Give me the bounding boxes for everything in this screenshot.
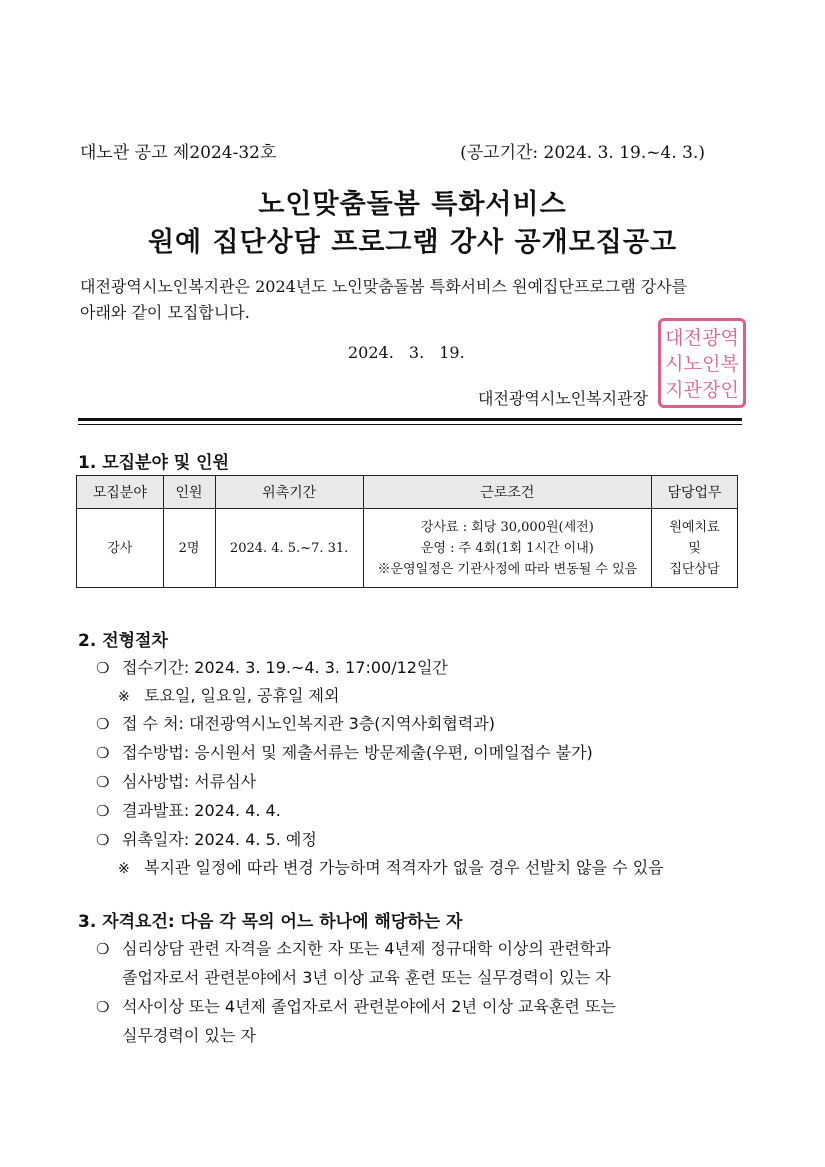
issuer-name: 대전광역시노인복지관장	[478, 389, 649, 408]
intro-paragraph	[80, 274, 745, 326]
duty-line: 및	[688, 540, 701, 556]
list-item-continuation: 실무경력이 있는 자	[122, 1026, 256, 1045]
list-note	[118, 683, 339, 706]
notice-date: 2024. 3. 19.	[348, 343, 465, 362]
list-item	[96, 827, 317, 850]
col-header-duty: 담당업무	[651, 476, 737, 509]
cell-conditions	[363, 509, 651, 588]
circle-bullet-icon: ❍	[96, 773, 110, 791]
seal-glyph: 광역	[702, 327, 739, 349]
circle-bullet-icon: ❍	[96, 744, 110, 762]
condition-note: ※운영일정은 기관사정에 따라 변동될 수 있음	[377, 561, 638, 577]
seal-glyph: 장인	[702, 379, 739, 401]
list-item	[96, 798, 281, 821]
col-header-conditions: 근로조건	[363, 476, 651, 509]
condition-fee: 강사료 : 회당 30,000원(세전)	[420, 519, 594, 535]
seal-glyph: 대전	[665, 327, 702, 349]
seal-glyph: 인복	[702, 353, 739, 375]
cell-field: 강사	[77, 509, 164, 588]
list-note-text: 토요일, 일요일, 공휴일 제외	[144, 686, 340, 705]
duty-line: 집단상담	[669, 561, 720, 577]
list-item-text: 위촉일자: 2024. 4. 5. 예정	[122, 830, 317, 849]
list-item-text: 심리상담 관련 자격을 소지한 자 또는 4년제 정규대학 이상의 관련학과	[122, 939, 611, 958]
title-line-2: 원예 집단상담 프로그램 강사 공개모집공고	[147, 227, 678, 258]
list-item-continuation: 졸업자로서 관련분야에서 3년 이상 교육 훈련 또는 실무경력이 있는 자	[122, 968, 611, 987]
notice-number: 대노관 공고 제2024-32호	[80, 143, 277, 163]
official-seal-stamp	[658, 318, 746, 408]
list-note	[118, 855, 664, 878]
col-header-field: 모집분야	[77, 476, 164, 509]
section-3-heading: 3. 자격요건: 다음 각 목의 어느 하나에 해당하는 자	[78, 912, 463, 932]
title-line-1: 노인맞춤돌봄 특화서비스	[258, 189, 567, 220]
table-row	[77, 509, 738, 588]
section-1-heading: 1. 모집분야 및 인원	[78, 453, 229, 473]
cell-duty	[651, 509, 737, 588]
col-header-count: 인원	[163, 476, 215, 509]
table-header-row	[77, 476, 738, 509]
divider-thin	[78, 424, 742, 425]
duty-line: 원예치료	[669, 519, 720, 535]
cell-count: 2명	[163, 509, 215, 588]
list-item	[96, 994, 616, 1017]
circle-bullet-icon: ❍	[96, 802, 110, 820]
seal-glyph: 지관	[665, 379, 702, 401]
list-item-text: 석사이상 또는 4년제 졸업자로서 관련분야에서 2년 이상 교육훈련 또는	[122, 997, 616, 1016]
list-item	[96, 769, 256, 792]
cell-period: 2024. 4. 5.~7. 31.	[215, 509, 363, 588]
list-item-text: 심사방법: 서류심사	[122, 772, 257, 791]
circle-bullet-icon: ❍	[96, 715, 110, 733]
reference-mark-icon: ※	[118, 689, 130, 705]
list-note-text: 복지관 일정에 따라 변경 가능하며 적격자가 없을 경우 선발치 않을 수 있음	[144, 858, 664, 877]
list-item-text: 접 수 처: 대전광역시노인복지관 3층(지역사회협력과)	[122, 714, 495, 733]
circle-bullet-icon: ❍	[96, 831, 110, 849]
list-item-text: 결과발표: 2024. 4. 4.	[122, 801, 281, 820]
seal-glyph: 시노	[665, 353, 702, 375]
condition-schedule: 운영 : 주 4회(1회 1시간 이내)	[420, 540, 594, 556]
list-item-text: 접수기간: 2024. 3. 19.~4. 3. 17:00/12일간	[122, 658, 448, 677]
list-item-text: 접수방법: 응시원서 및 제출서류는 방문제출(우편, 이메일접수 불가)	[122, 743, 593, 762]
circle-bullet-icon: ❍	[96, 659, 110, 677]
section-2-heading: 2. 전형절차	[78, 631, 168, 651]
col-header-period: 위촉기간	[215, 476, 363, 509]
list-item	[96, 655, 448, 678]
list-item	[96, 711, 495, 734]
list-item	[96, 936, 611, 959]
intro-line-2: 아래와 같이 모집합니다.	[80, 303, 250, 322]
circle-bullet-icon: ❍	[96, 998, 110, 1016]
reference-mark-icon: ※	[118, 861, 130, 877]
list-item	[96, 740, 593, 763]
recruitment-table	[76, 475, 738, 588]
intro-line-1: 대전광역시노인복지관은 2024년도 노인맞춤돌봄 특화서비스 원예집단프로그램 강사를	[80, 277, 688, 296]
circle-bullet-icon: ❍	[96, 940, 110, 958]
divider-thick	[78, 418, 742, 421]
notice-period: (공고기간: 2024. 3. 19.~4. 3.)	[460, 143, 705, 163]
